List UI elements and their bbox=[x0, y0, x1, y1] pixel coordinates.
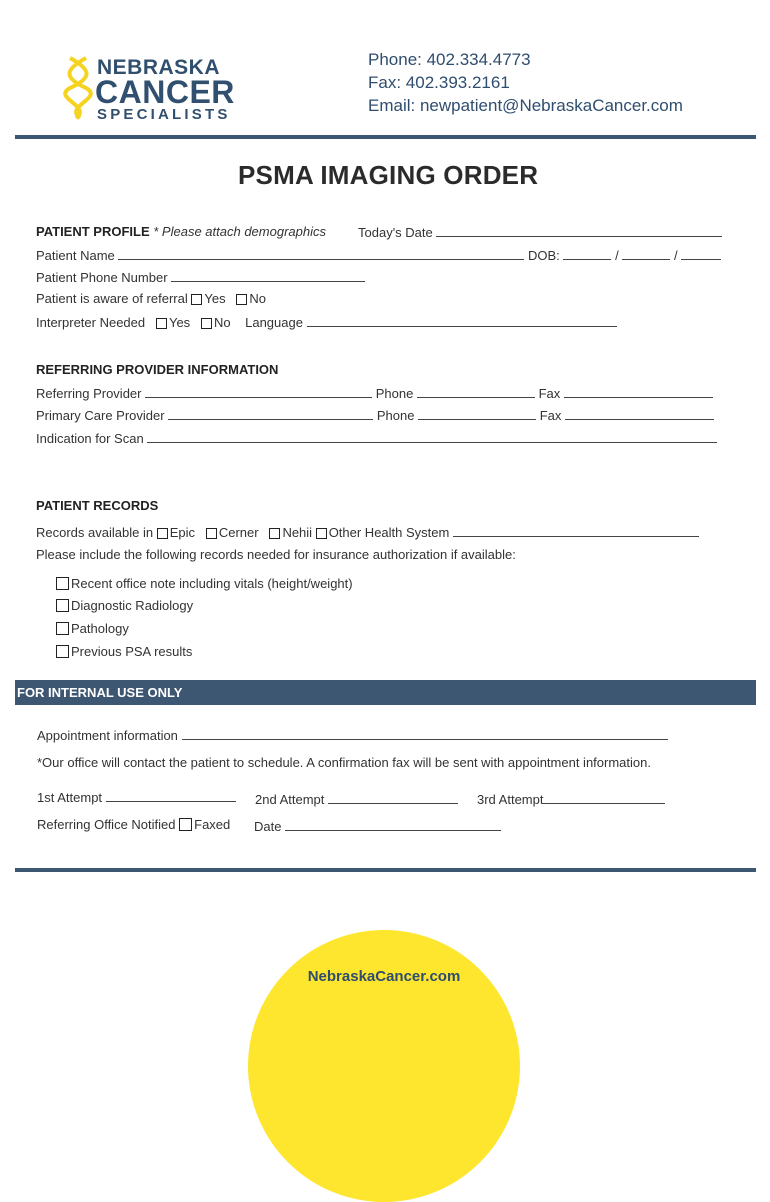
patient-name-label: Patient Name bbox=[36, 248, 115, 263]
contact-block bbox=[368, 48, 683, 117]
no-label: No bbox=[249, 291, 267, 306]
todays-date-label: Today's Date bbox=[358, 225, 433, 240]
pcp-field[interactable] bbox=[168, 407, 373, 420]
other-system-label: Other Health System bbox=[328, 525, 450, 540]
pcp-fax-label: Fax bbox=[539, 408, 562, 423]
patient-phone-label: Patient Phone Number bbox=[36, 270, 168, 285]
pcp-phone-field[interactable] bbox=[418, 407, 536, 420]
dob-label: DOB: bbox=[528, 248, 560, 263]
other-system-checkbox[interactable] bbox=[316, 528, 327, 539]
internal-use-heading: FOR INTERNAL USE ONLY bbox=[17, 685, 183, 700]
referring-provider-label: Referring Provider bbox=[36, 386, 142, 401]
record-radiology-checkbox[interactable] bbox=[56, 599, 69, 612]
attempt-2-field[interactable] bbox=[328, 791, 458, 804]
nehii-checkbox[interactable] bbox=[269, 528, 280, 539]
schedule-notice: *Our office will contact the patient to schedule. A confirmation fax will be sent with appointment information. bbox=[37, 755, 651, 770]
record-item-label: Recent office note including vitals (height/weight) bbox=[71, 576, 353, 591]
cerner-checkbox[interactable] bbox=[206, 528, 217, 539]
referral-aware-row bbox=[36, 291, 266, 306]
dob-separator: / bbox=[615, 248, 619, 263]
referring-fax-label: Fax bbox=[538, 386, 561, 401]
patient-phone-row bbox=[36, 269, 365, 285]
records-heading: PATIENT RECORDS bbox=[36, 498, 159, 513]
contact-phone: Phone: 402.334.4773 bbox=[368, 50, 531, 69]
footer-website-link[interactable]: NebraskaCancer.com bbox=[307, 968, 461, 985]
attempt-1-field[interactable] bbox=[106, 789, 236, 802]
epic-label: Epic bbox=[169, 525, 195, 540]
interpreter-yes-checkbox[interactable] bbox=[156, 318, 167, 329]
record-psa-checkbox[interactable] bbox=[56, 645, 69, 658]
bottom-divider bbox=[15, 868, 756, 872]
office-notified-row bbox=[37, 817, 230, 832]
language-field[interactable] bbox=[307, 314, 617, 327]
yes-label: Yes bbox=[204, 291, 226, 306]
record-item bbox=[56, 598, 193, 613]
nehii-label: Nehii bbox=[282, 525, 313, 540]
logo-cancer: CANCER bbox=[95, 74, 235, 110]
todays-date-row bbox=[358, 224, 722, 240]
cerner-label: Cerner bbox=[218, 525, 259, 540]
pcp-row bbox=[36, 407, 714, 423]
todays-date-field[interactable] bbox=[436, 224, 722, 237]
referring-heading: REFERRING PROVIDER INFORMATION bbox=[36, 362, 279, 377]
record-office-note-checkbox[interactable] bbox=[56, 577, 69, 590]
attempt-3-field[interactable] bbox=[543, 791, 665, 804]
interpreter-label: Interpreter Needed bbox=[36, 315, 146, 330]
attempt-1-label: 1st Attempt bbox=[37, 790, 103, 805]
attempt-3-label: 3rd Attempt bbox=[477, 792, 544, 807]
other-system-field[interactable] bbox=[453, 524, 699, 537]
patient-profile-heading: PATIENT PROFILE bbox=[36, 224, 150, 239]
demographics-note: * Please attach demographics bbox=[153, 224, 326, 239]
record-item-label: Previous PSA results bbox=[71, 644, 193, 659]
patient-profile-header bbox=[36, 224, 326, 239]
attempt-2-label: 2nd Attempt bbox=[255, 792, 325, 807]
patient-phone-field[interactable] bbox=[171, 269, 365, 282]
dob-month-field[interactable] bbox=[563, 247, 611, 260]
notified-date-label: Date bbox=[254, 819, 282, 834]
dob-separator: / bbox=[673, 248, 678, 263]
referring-provider-row bbox=[36, 385, 713, 401]
interpreter-row bbox=[36, 314, 617, 330]
faxed-label: Faxed bbox=[194, 817, 231, 832]
attempt-3-row bbox=[477, 791, 665, 807]
pcp-phone-label: Phone bbox=[376, 408, 415, 423]
referring-fax-field[interactable] bbox=[564, 385, 713, 398]
language-label: Language bbox=[245, 315, 303, 330]
logo-specialists: SPECIALISTS bbox=[97, 106, 231, 123]
appointment-label: Appointment information bbox=[37, 728, 178, 743]
referring-provider-field[interactable] bbox=[145, 385, 372, 398]
yes-label: Yes bbox=[168, 315, 191, 330]
top-divider bbox=[15, 135, 756, 139]
attempt-2-row bbox=[255, 791, 458, 807]
contact-fax: Fax: 402.393.2161 bbox=[368, 73, 510, 92]
patient-name-row bbox=[36, 247, 721, 263]
attempt-1-row bbox=[37, 789, 236, 805]
appointment-row bbox=[37, 727, 668, 743]
pcp-label: Primary Care Provider bbox=[36, 408, 165, 423]
internal-use-band bbox=[15, 680, 756, 705]
patient-name-field[interactable] bbox=[118, 247, 524, 260]
appointment-field[interactable] bbox=[182, 727, 668, 740]
notified-date-row bbox=[254, 818, 501, 834]
referral-aware-no-checkbox[interactable] bbox=[236, 294, 247, 305]
dob-day-field[interactable] bbox=[622, 247, 670, 260]
office-notified-label: Referring Office Notified bbox=[37, 817, 176, 832]
dna-helix-icon bbox=[62, 56, 98, 120]
epic-checkbox[interactable] bbox=[157, 528, 168, 539]
notified-date-field[interactable] bbox=[285, 818, 501, 831]
contact-email[interactable]: Email: newpatient@NebraskaCancer.com bbox=[368, 96, 683, 115]
interpreter-no-checkbox[interactable] bbox=[201, 318, 212, 329]
records-available-label: Records available in bbox=[36, 525, 154, 540]
record-item bbox=[56, 621, 129, 636]
faxed-checkbox[interactable] bbox=[179, 818, 192, 831]
referral-aware-yes-checkbox[interactable] bbox=[191, 294, 202, 305]
records-instructions: Please include the following records needed for insurance authorization if available: bbox=[36, 547, 516, 562]
dob-year-field[interactable] bbox=[681, 247, 721, 260]
indication-field[interactable] bbox=[147, 430, 717, 443]
indication-label: Indication for Scan bbox=[36, 431, 144, 446]
records-available-row bbox=[36, 524, 699, 540]
no-label: No bbox=[214, 315, 231, 330]
page-title: PSMA IMAGING ORDER bbox=[238, 160, 539, 190]
logo-nebraska: NEBRASKA bbox=[97, 56, 221, 79]
record-item bbox=[56, 644, 192, 659]
record-item-label: Diagnostic Radiology bbox=[71, 598, 194, 613]
referring-phone-field[interactable] bbox=[417, 385, 535, 398]
record-item bbox=[56, 576, 353, 591]
referral-aware-label: Patient is aware of referral bbox=[36, 291, 188, 306]
referring-phone-label: Phone bbox=[375, 386, 414, 401]
record-pathology-checkbox[interactable] bbox=[56, 622, 69, 635]
pcp-fax-field[interactable] bbox=[565, 407, 714, 420]
logo bbox=[62, 56, 242, 126]
indication-row bbox=[36, 430, 717, 446]
record-item-label: Pathology bbox=[71, 621, 129, 636]
